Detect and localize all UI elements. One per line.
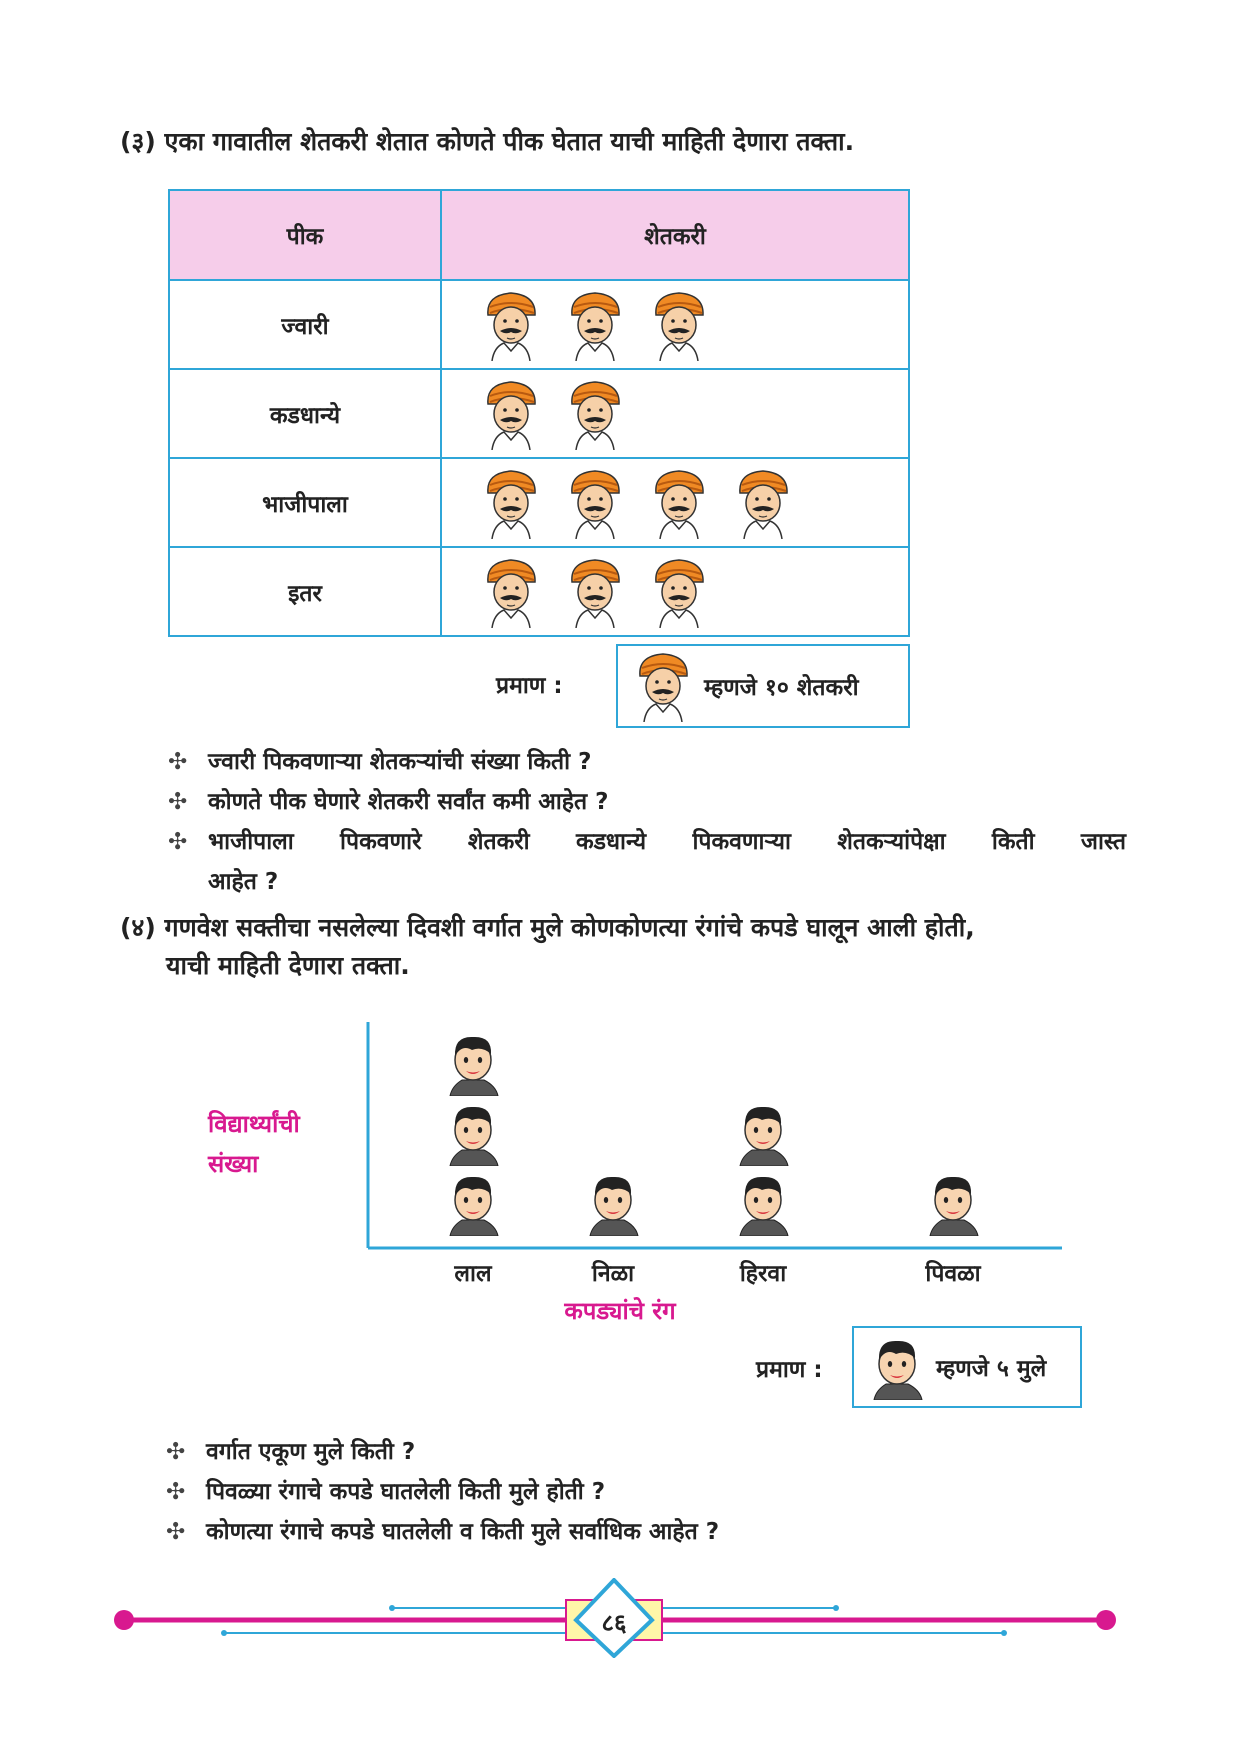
table-row xyxy=(169,369,909,458)
question-text: आहेत ? xyxy=(208,869,279,895)
farmer-icon xyxy=(648,467,710,539)
x-tick-label: हिरवा xyxy=(739,1261,787,1287)
bullet-icon: ✣ xyxy=(166,1479,186,1505)
section4-heading: (४) गणवेश सक्तीचा नसलेल्या दिवशी वर्गात मुले कोणकोणत्या रंगांचे कपडे घालून आली होती, xyxy=(120,913,975,942)
farmer-icon xyxy=(480,378,542,450)
farmer-icons-cell xyxy=(441,458,909,547)
list-item xyxy=(168,742,1126,782)
farmer-icon xyxy=(732,467,794,539)
y-axis-label xyxy=(208,1104,300,1184)
y-axis-label-line2: संख्या xyxy=(208,1150,259,1178)
crop-name: कडधान्ये xyxy=(169,369,441,458)
boy-scale-box xyxy=(852,1326,1082,1408)
boy-icon xyxy=(732,1170,794,1236)
farmer-icons-cell xyxy=(441,547,909,636)
crop-name: ज्वारी xyxy=(169,280,441,369)
footer-dot-right xyxy=(1096,1610,1116,1630)
bullet-icon: ✣ xyxy=(168,749,188,775)
list-item xyxy=(168,822,1126,862)
crop-name: इतर xyxy=(169,547,441,636)
question-text: पिवळ्या रंगाचे कपडे घातलेली किती मुले होती ? xyxy=(206,1479,606,1505)
scale-label-4: प्रमाण : xyxy=(756,1357,823,1383)
farmer-icon xyxy=(480,556,542,628)
farmer-icons-cell xyxy=(441,280,909,369)
list-item xyxy=(168,862,1126,902)
boy-icon xyxy=(442,1030,504,1096)
x-axis-title: कपड्यांचे रंग xyxy=(564,1297,676,1325)
table-row xyxy=(169,458,909,547)
question-list-4 xyxy=(166,1432,1066,1552)
farmer-icons-cell xyxy=(441,369,909,458)
farmer-icon xyxy=(480,289,542,361)
boy-icon xyxy=(922,1170,984,1236)
farmer-icon xyxy=(564,289,626,361)
farmer-icon xyxy=(648,556,710,628)
boy-icon xyxy=(582,1170,644,1236)
y-axis-label-line1: विद्यार्थ्यांची xyxy=(208,1110,300,1138)
farmer-icon xyxy=(564,378,626,450)
question-text: कोणत्या रंगाचे कपडे घातलेली व किती मुले सर्वाधिक आहेत ? xyxy=(206,1519,720,1545)
boy-icon xyxy=(866,1334,928,1400)
list-item xyxy=(168,782,1126,822)
section3-heading: (३) एका गावातील शेतकरी शेतात कोणते पीक घेतात याची माहिती देणारा तक्ता. xyxy=(120,127,855,156)
farmer-pictograph-table xyxy=(168,189,910,637)
question-text: कोणते पीक घेणारे शेतकरी सर्वांत कमी आहेत ? xyxy=(208,789,609,815)
crop-name: भाजीपाला xyxy=(169,458,441,547)
farmer-icon xyxy=(480,467,542,539)
question-text: भाजीपाला पिकवणारे शेतकरी कडधान्ये पिकवणाऱ्या शेतकऱ्यांपेक्षा किती जास्त xyxy=(208,829,1126,855)
page-number: ८६ xyxy=(601,1609,627,1637)
boy-icon xyxy=(732,1100,794,1166)
farmer-icon xyxy=(564,556,626,628)
x-tick-label: निळा xyxy=(591,1261,635,1287)
farmer-scale-box xyxy=(616,644,910,728)
x-tick-label: लाल xyxy=(454,1261,492,1287)
x-tick-label: पिवळा xyxy=(925,1261,981,1287)
scale-label: प्रमाण : xyxy=(496,673,563,699)
scale-text: म्हणजे १० शेतकरी xyxy=(704,675,859,701)
list-item xyxy=(166,1432,1066,1472)
col-farmers-header: शेतकरी xyxy=(441,190,909,280)
table-row xyxy=(169,280,909,369)
bullet-icon: ✣ xyxy=(166,1519,186,1545)
scale-text-4: म्हणजे ५ मुले xyxy=(936,1356,1047,1382)
footer-dot-left xyxy=(114,1610,134,1630)
bullet-icon: ✣ xyxy=(168,829,188,855)
question-text: ज्वारी पिकवणाऱ्या शेतकऱ्यांची संख्या किती ? xyxy=(208,749,592,775)
question-list-3 xyxy=(168,742,1126,902)
list-item xyxy=(166,1512,1066,1552)
bullet-icon: ✣ xyxy=(168,789,188,815)
student-pictograph xyxy=(366,1022,1066,1322)
boy-icon xyxy=(442,1170,504,1236)
farmer-icon xyxy=(632,650,694,722)
farmer-icon xyxy=(648,289,710,361)
question-text: वर्गात एकूण मुले किती ? xyxy=(206,1439,416,1465)
col-crop-header: पीक xyxy=(169,190,441,280)
farmer-icon xyxy=(564,467,626,539)
bullet-icon: ✣ xyxy=(166,1439,186,1465)
table-header-row xyxy=(169,190,909,280)
table-row xyxy=(169,547,909,636)
boy-icon xyxy=(442,1100,504,1166)
section4-heading-line2: याची माहिती देणारा तक्ता. xyxy=(166,951,410,980)
list-item xyxy=(166,1472,1066,1512)
